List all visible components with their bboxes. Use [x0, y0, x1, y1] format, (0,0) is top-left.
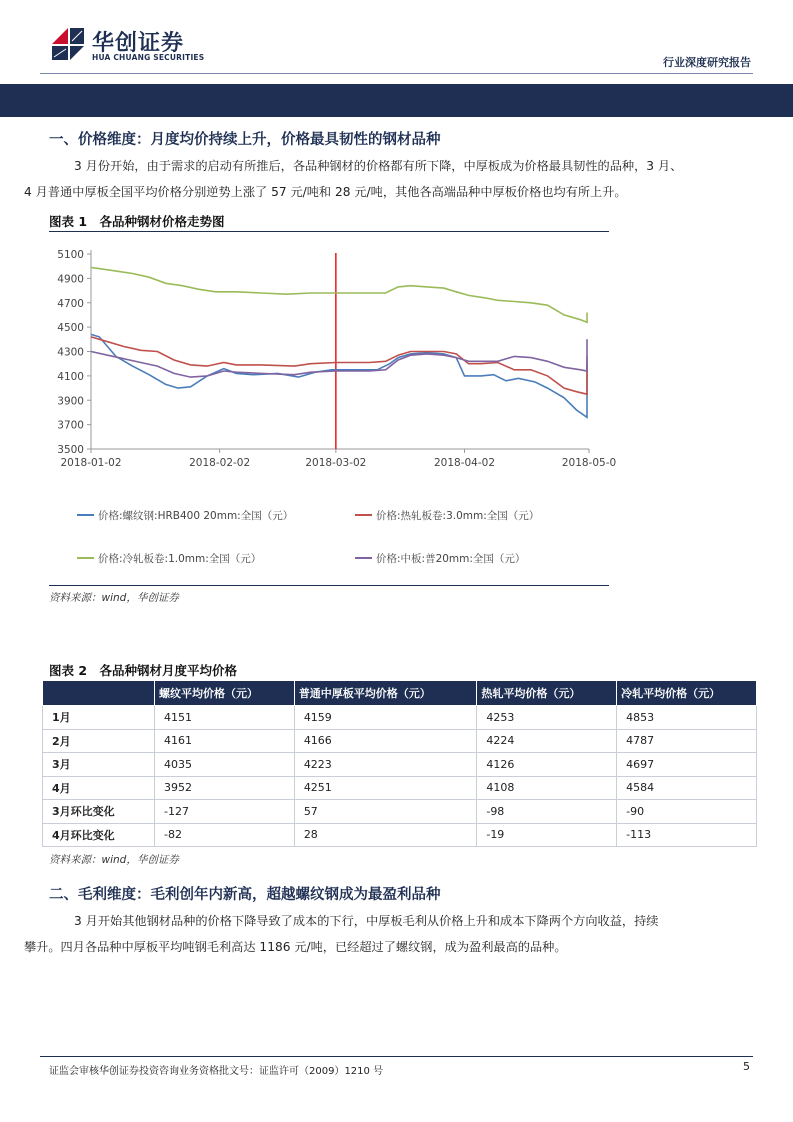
legend-label-3: 价格:中板:普20mm:全国（元） [376, 553, 526, 565]
table-cell: 4787 [617, 729, 757, 753]
logo-text: 华创证券 [92, 31, 185, 56]
table-cell: 4253 [477, 706, 617, 730]
table-row [43, 706, 757, 730]
table-header-row [43, 681, 757, 706]
series-line-0 [91, 334, 587, 417]
y-tick-label: 4100 [57, 370, 84, 383]
row-header: 3月 [43, 753, 155, 777]
column-header: 热轧平均价格（元） [477, 681, 617, 706]
y-tick-label: 4300 [57, 346, 84, 359]
column-header [43, 681, 155, 706]
table-row [43, 823, 757, 847]
y-tick-label: 3700 [57, 419, 84, 432]
table-cell: 4223 [294, 753, 477, 777]
report-type-label: 行业深度研究报告 [663, 56, 751, 69]
row-header: 3月环比变化 [43, 800, 155, 824]
section2-line1: 3 月开始其他钢材品种的价格下降导致了成本的下行，中厚板毛利从价格上升和成本下降两个方向收益，持续 [74, 914, 659, 928]
table-cell: 4161 [155, 729, 295, 753]
table-cell: -19 [477, 823, 617, 847]
x-tick-label: 2018-02-02 [189, 457, 251, 469]
section2-line2: 攀升。四月各品种中厚板平均吨钢毛利高达 1186 元/吨，已经超过了螺纹钢，成为盈利最高的品种。 [24, 940, 567, 954]
column-header: 普通中厚板平均价格（元） [294, 681, 477, 706]
x-tick-label: 2018-04-02 [433, 457, 496, 469]
table-cell: -98 [477, 800, 617, 824]
section1-paragraph [24, 153, 754, 205]
legend-label-0: 价格:螺纹钢:HRB400 20mm:全国（元） [98, 510, 294, 522]
row-header: 2月 [43, 729, 155, 753]
table-row [43, 776, 757, 800]
table-cell: 3952 [155, 776, 295, 800]
table-cell: 4584 [617, 776, 757, 800]
legend-label-1: 价格:热轧板卷:3.0mm:全国（元） [376, 510, 540, 522]
series-line-1 [91, 337, 587, 394]
section1-line1: 3 月份开始，由于需求的启动有所推后，各品种钢材的价格都有所下降，中厚板成为价格最具韧性的品种，3 月、 [74, 159, 683, 173]
table-cell: 4697 [617, 753, 757, 777]
row-header: 4月 [43, 776, 155, 800]
section1-line2: 4 月普通中厚板全国平均价格分别逆势上涨了 57 元/吨和 28 元/吨，其他各高端品种中厚板价格也均有所上升。 [24, 185, 627, 199]
table-cell: -82 [155, 823, 295, 847]
table-cell: 4159 [294, 706, 477, 730]
table-cell: -127 [155, 800, 295, 824]
table-cell: 4853 [617, 706, 757, 730]
logo-subtext: HUA CHUANG SECURITIES [92, 53, 205, 62]
monthly-price-table [42, 680, 757, 847]
table-cell: 4166 [294, 729, 477, 753]
table-cell: 4251 [294, 776, 477, 800]
x-tick-label: 2018-03-02 [305, 457, 367, 469]
page-number: 5 [743, 1060, 750, 1073]
row-header: 1月 [43, 706, 155, 730]
table-cell: 4126 [477, 753, 617, 777]
row-header: 4月环比变化 [43, 823, 155, 847]
table-row [43, 729, 757, 753]
logo-icon [50, 26, 84, 60]
y-tick-label: 5100 [57, 249, 84, 261]
section2-title: 二、毛利维度：毛利创年内新高，超越螺纹钢成为最盈利品种 [49, 887, 441, 903]
x-tick-label: 2018-05-0 [561, 457, 617, 469]
legend-label-2: 价格:冷轧板卷:1.0mm:全国（元） [98, 553, 262, 565]
table-cell: -113 [617, 823, 757, 847]
series-line-3 [91, 339, 587, 377]
section2-paragraph [24, 908, 754, 960]
header-band [0, 84, 793, 117]
footer-license: 证监会审核华创证券投资咨询业务资格批文号：证监许可（2009）1210 号 [49, 1066, 384, 1077]
table-row [43, 800, 757, 824]
table-cell: 28 [294, 823, 477, 847]
y-tick-label: 3500 [57, 444, 84, 456]
figure2-source: 资料来源：wind，华创证券 [49, 854, 179, 866]
figure1-title: 图表 1 各品种钢材价格走势图 [49, 214, 225, 229]
figure1-source: 资料来源：wind，华创证券 [49, 592, 179, 604]
figure2-title: 图表 2 各品种钢材月度平均价格 [49, 663, 238, 678]
figure1-title-rule [49, 231, 609, 232]
series-line-2 [91, 267, 587, 322]
table-cell: -90 [617, 800, 757, 824]
y-tick-label: 4900 [57, 273, 84, 286]
x-tick-label: 2018-01-02 [60, 457, 122, 469]
table-cell: 57 [294, 800, 477, 824]
header-divider [40, 73, 753, 74]
table-cell: 4035 [155, 753, 295, 777]
column-header: 螺纹平均价格（元） [155, 681, 295, 706]
table-cell: 4151 [155, 706, 295, 730]
table-cell: 4224 [477, 729, 617, 753]
section1-title: 一、价格维度：月度均价持续上升，价格最具韧性的钢材品种 [49, 132, 441, 148]
footer-divider [40, 1056, 753, 1057]
column-header: 冷轧平均价格（元） [617, 681, 757, 706]
price-trend-chart [49, 240, 617, 585]
figure1-bottom-rule [49, 585, 609, 586]
y-tick-label: 3900 [57, 395, 84, 408]
table-row [43, 753, 757, 777]
table-cell: 4108 [477, 776, 617, 800]
y-tick-label: 4500 [57, 322, 84, 335]
y-tick-label: 4700 [57, 297, 84, 310]
